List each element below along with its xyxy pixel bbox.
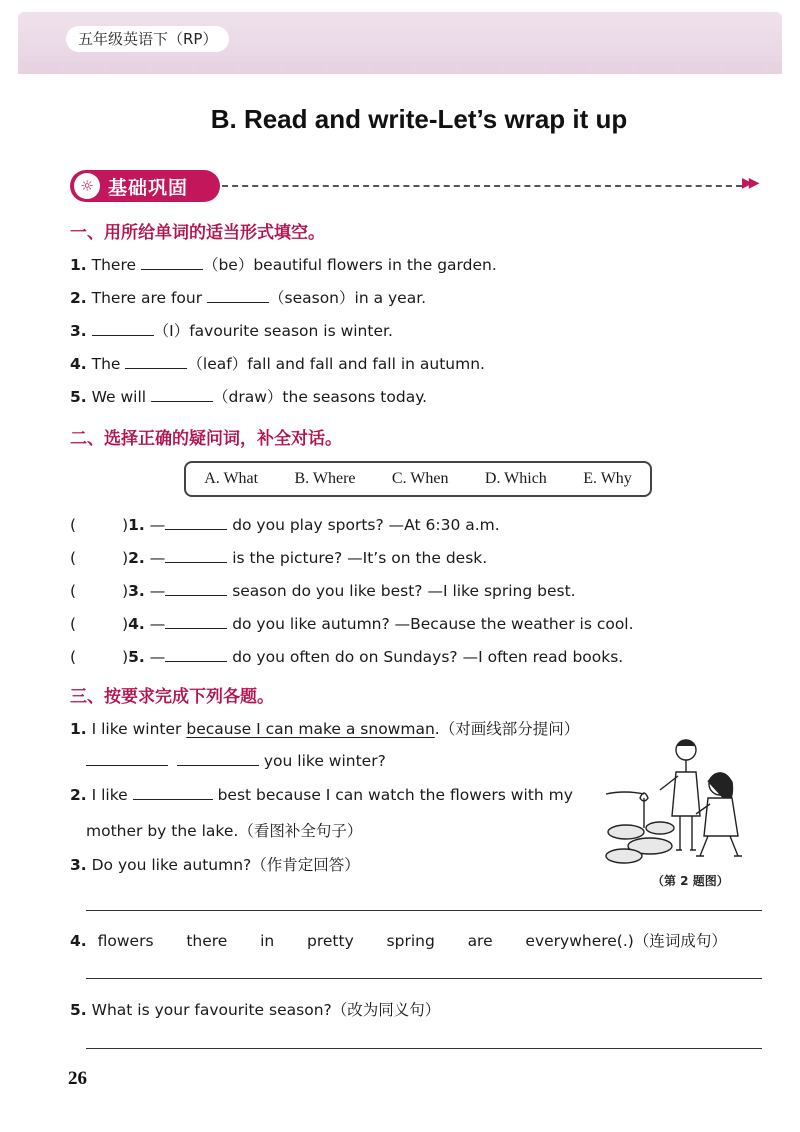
- item-post: （be）beautiful flowers in the garden.: [202, 256, 497, 274]
- answer-blank[interactable]: [165, 515, 227, 530]
- page-title: B. Read and write-Let’s wrap it up: [210, 104, 628, 134]
- item-number: 5.: [128, 648, 145, 666]
- banner-text: 基础巩固: [108, 176, 189, 199]
- item-number: 4.: [128, 615, 145, 633]
- item-number: 2.: [128, 549, 145, 567]
- q3-text: Do you like autumn?（作肯定回答）: [91, 856, 360, 874]
- item-number: 4.: [70, 932, 87, 950]
- question-2-line2: mother by the lake.（看图补全句子）: [86, 822, 363, 840]
- paren-open: (: [70, 648, 77, 666]
- answer-line[interactable]: [86, 910, 762, 911]
- item-number: 2.: [70, 289, 87, 307]
- answer-blank[interactable]: [165, 581, 227, 596]
- item-number: 3.: [128, 582, 145, 600]
- item-pre: We will: [91, 388, 147, 406]
- question-1-answer: [86, 751, 386, 770]
- dialog-item: [70, 614, 634, 633]
- option: B. Where: [294, 470, 356, 487]
- page-number: 26: [68, 1068, 87, 1089]
- item-number: 1.: [128, 516, 145, 534]
- item-pre: There are four: [91, 289, 203, 307]
- dash: —: [149, 648, 166, 666]
- item-post: season do you like best? —I like spring best.: [232, 582, 576, 600]
- fill-item: [70, 319, 393, 341]
- dialog-item: [70, 515, 500, 534]
- item-post: is the picture? —It’s on the desk.: [232, 549, 488, 567]
- book-label: 五年级英语下（RP）: [66, 26, 229, 52]
- dashed-divider: [222, 185, 742, 187]
- paren-close: ): [122, 648, 129, 666]
- dash: —: [149, 549, 166, 567]
- q4-text: flowers there in pretty spring are everywhere(.)（连词成句）: [97, 932, 727, 950]
- options-box: [184, 461, 652, 497]
- fill-item: [70, 352, 485, 374]
- q1-line2: you like winter?: [263, 752, 386, 770]
- dialog-item: [70, 548, 487, 567]
- dash: —: [149, 516, 166, 534]
- paren-close: ): [122, 615, 129, 633]
- answer-blank[interactable]: [86, 751, 168, 766]
- question-5: [70, 998, 440, 1020]
- item-number: 4.: [70, 355, 87, 373]
- item-pre: There: [91, 256, 137, 274]
- underlined-phrase: because I can make a snowman: [186, 720, 435, 738]
- section1-heading: 一、用所给单词的适当形式填空。: [70, 223, 325, 243]
- double-arrow-icon: ▶▶: [742, 175, 756, 191]
- dash: —: [149, 582, 166, 600]
- answer-blank[interactable]: [133, 785, 213, 800]
- dash: —: [149, 615, 166, 633]
- option: D. Which: [484, 470, 547, 487]
- item-number: 1.: [70, 256, 87, 274]
- q5-text: What is your favourite season?（改为同义句）: [91, 1001, 441, 1019]
- answer-blank[interactable]: [141, 255, 203, 270]
- section2-heading: 二、选择正确的疑问词，补全对话。: [70, 429, 342, 449]
- question-2: [70, 785, 573, 804]
- paren-open: (: [70, 516, 77, 534]
- item-number: 5.: [70, 1001, 87, 1019]
- item-number: 3.: [70, 856, 87, 874]
- paren-open: (: [70, 615, 77, 633]
- item-post: （I）favourite season is winter.: [153, 322, 393, 340]
- answer-line[interactable]: [86, 978, 762, 979]
- paren-close: ): [122, 549, 129, 567]
- fill-item: [70, 385, 427, 407]
- answer-blank[interactable]: [165, 548, 227, 563]
- item-number: 5.: [70, 388, 87, 406]
- paren-open: (: [70, 582, 77, 600]
- q1-pre: I like winter: [91, 720, 182, 738]
- section3-heading: 三、按要求完成下列各题。: [70, 687, 274, 707]
- question-1: [70, 717, 579, 739]
- dialog-item: [70, 647, 623, 666]
- paren-close: ): [122, 516, 129, 534]
- item-post: （leaf）fall and fall and fall in autumn.: [187, 355, 485, 373]
- lightbulb-icon: ☼: [74, 173, 100, 199]
- item-number: 1.: [70, 720, 87, 738]
- answer-blank[interactable]: [125, 354, 187, 369]
- option: C. When: [391, 470, 449, 487]
- paren-close: ): [122, 582, 129, 600]
- answer-blank[interactable]: [92, 321, 154, 336]
- q1-post: .（对画线部分提问）: [434, 720, 580, 738]
- option: A. What: [204, 470, 259, 487]
- item-number: 2.: [70, 786, 87, 804]
- option: E. Why: [583, 470, 632, 487]
- item-number: 3.: [70, 322, 87, 340]
- answer-blank[interactable]: [151, 387, 213, 402]
- item-post: do you like autumn? —Because the weather is cool.: [232, 615, 634, 633]
- section-banner: [70, 170, 220, 202]
- q2-post: best because I can watch the flowers with my: [217, 786, 573, 804]
- item-post: do you play sports? —At 6:30 a.m.: [232, 516, 500, 534]
- item-pre: The: [91, 355, 121, 373]
- fill-item: [70, 253, 497, 275]
- figure-caption: （第 2 题图）: [652, 874, 729, 888]
- item-post: （draw）the seasons today.: [213, 388, 428, 406]
- answer-line[interactable]: [86, 1048, 762, 1049]
- answer-blank[interactable]: [177, 751, 259, 766]
- item-post: （season）in a year.: [269, 289, 427, 307]
- dialog-item: [70, 581, 576, 600]
- fill-item: [70, 286, 426, 308]
- answer-blank[interactable]: [165, 647, 227, 662]
- item-post: do you often do on Sundays? —I often read books.: [232, 648, 624, 666]
- paren-open: (: [70, 549, 77, 567]
- girls-by-lake-illustration: [604, 732, 754, 868]
- answer-blank[interactable]: [165, 614, 227, 629]
- question-4: [70, 929, 727, 951]
- answer-blank[interactable]: [207, 288, 269, 303]
- q2-pre: I like: [91, 786, 128, 804]
- question-3: [70, 853, 360, 875]
